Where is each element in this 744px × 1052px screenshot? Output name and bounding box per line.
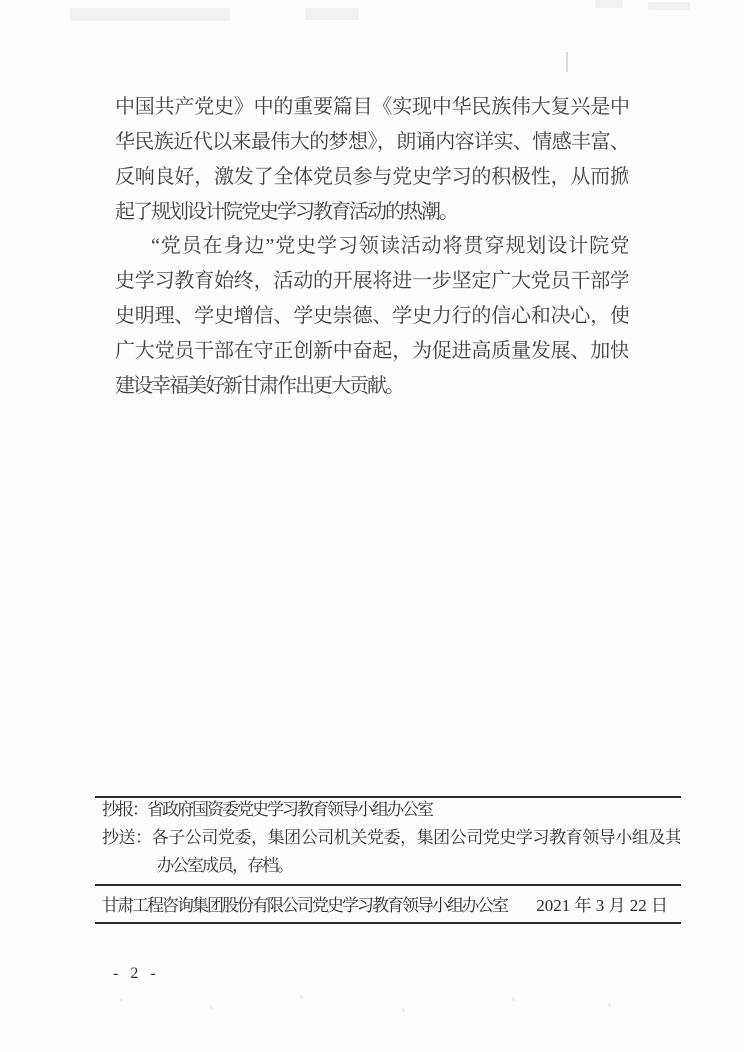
scan-artifact [595, 0, 623, 8]
body-line: 华民族近代以来最伟大的梦想》，朗诵内容详实、情感丰富、 [115, 130, 628, 153]
document-date: 2021 年 3 月 22 日 [536, 896, 668, 915]
body-text-block [115, 90, 628, 404]
body-line: 建设幸福美好新甘肃作出更大贡献。 [115, 374, 403, 397]
body-line: “党员在身边”党史学习领读活动将贯穿规划设计院党 [151, 235, 628, 258]
scan-artifact [512, 997, 515, 1001]
body-line: 史学习教育始终，活动的开展将进一步坚定广大党员干部学 [115, 270, 628, 293]
scan-artifact [120, 998, 123, 1002]
body-line: 广大党员干部在守正创新中奋起，为促进高质量发展、加快 [115, 339, 628, 362]
issuer-row [102, 894, 668, 918]
issuer-office: 甘肃工程咨询集团股份有限公司党史学习教育领导小组办公室 [102, 896, 507, 915]
scan-artifact [402, 1008, 405, 1012]
body-line: 中国共产党史》中的重要篇目《实现中华民族伟大复兴是中 [115, 96, 628, 118]
scan-artifact [566, 52, 568, 72]
scan-artifact [300, 995, 303, 999]
copy-report-line: 抄报：省政府国资委党史学习教育领导小组办公室 [102, 800, 432, 819]
scan-artifact [210, 1005, 213, 1009]
body-line: 起了规划设计院党史学习教育活动的热潮。 [115, 200, 457, 223]
scan-artifact [70, 8, 230, 21]
body-line: 史明理、学史增信、学史崇德、学史力行的信心和决心，使 [115, 305, 628, 328]
footer-middle-rule [95, 884, 681, 886]
footer-bottom-rule [95, 922, 681, 924]
body-line: 反响良好，激发了全体党员参与党史学习的积极性，从而掀 [115, 165, 628, 188]
scan-artifact [305, 8, 359, 20]
scan-artifact [608, 1003, 611, 1007]
copy-send-continuation: 办公室成员，存档。 [157, 856, 292, 875]
scan-artifact [648, 2, 690, 10]
page-number: - 2 - [113, 965, 160, 982]
copy-send-line: 抄送：各子公司党委，集团公司机关党委，集团公司党史学习教育领导小组及其 [102, 828, 680, 847]
